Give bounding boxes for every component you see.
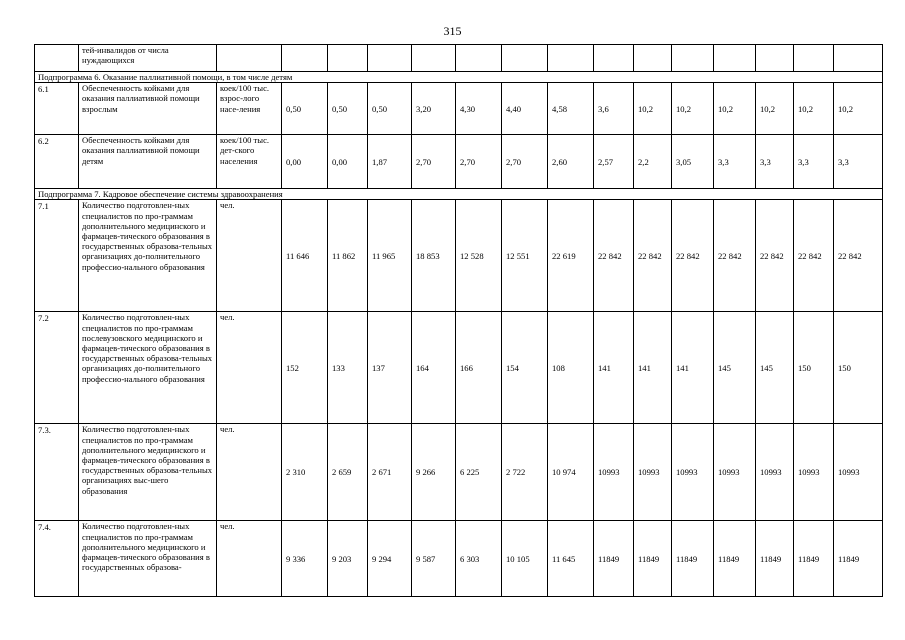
value-cell: 12 528 [456,200,502,312]
value-cell: 9 294 [368,521,412,597]
row-name: тей-инвалидов от числа нуждающихся [79,45,217,72]
value-cell: 145 [714,312,756,424]
value-cell: 141 [594,312,634,424]
value-cell: 152 [282,312,328,424]
value-cell: 3,3 [794,135,834,189]
value-cell: 137 [368,312,412,424]
value-cell: 141 [634,312,672,424]
row-number: 6.1 [35,83,79,135]
value-cell: 3,3 [714,135,756,189]
row-name: Количество подготовлен-ных специалистов по про-граммам дополнительного медицинского и фармацев-тического образования в государственных образова- [79,521,217,597]
section-title: Подпрограмма 6. Оказание паллиативной помощи, в том числе детям [35,72,883,83]
value-cell: 22 842 [756,200,794,312]
value-cell: 11 645 [548,521,594,597]
value-cell: 164 [412,312,456,424]
value-cell: 6 303 [456,521,502,597]
value-cell: 22 842 [594,200,634,312]
table-row [35,312,883,424]
page-number: 315 [443,24,462,38]
value-cell: 0,00 [282,135,328,189]
indicators-table [34,44,883,597]
value-cell: 2,70 [502,135,548,189]
value-cell: 4,58 [548,83,594,135]
row-name: Количество подготовлен-ных специалистов по про-граммам послевузовского медицинского и фармацев-тического образования в государственных образова-тельных организациях до-полнительного профессио-нального образования [79,312,217,424]
value-cell: 108 [548,312,594,424]
value-cell: 10993 [834,424,883,521]
value-cell: 0,50 [282,83,328,135]
value-cell: 2,57 [594,135,634,189]
value-cell: 18 853 [412,200,456,312]
value-cell: 10993 [714,424,756,521]
value-cell: 150 [834,312,883,424]
value-cell: 133 [328,312,368,424]
row-name: Обеспеченность койками для оказания паллиативной помощи детям [79,135,217,189]
section-header-row [35,189,883,200]
value-cell: 6 225 [456,424,502,521]
value-cell: 0,00 [328,135,368,189]
value-cell: 11849 [594,521,634,597]
value-cell: 10 105 [502,521,548,597]
value-cell: 9 203 [328,521,368,597]
value-cell: 4,30 [456,83,502,135]
value-cell: 11849 [794,521,834,597]
value-cell: 10,2 [634,83,672,135]
value-cell: 3,3 [834,135,883,189]
value-cell: 2,60 [548,135,594,189]
value-cell: 4,40 [502,83,548,135]
value-cell: 22 842 [634,200,672,312]
value-cell: 22 842 [794,200,834,312]
value-cell: 11 862 [328,200,368,312]
value-cell: 22 842 [714,200,756,312]
value-cell: 3,3 [756,135,794,189]
value-cell: 22 619 [548,200,594,312]
row-name: Количество подготовлен-ных специалистов по про-граммам дополнительного медицинского и фармацев-тического образования в государственных образова-тельных организациях выс-шего образования [79,424,217,521]
value-cell: 12 551 [502,200,548,312]
value-cell: 10,2 [672,83,714,135]
value-cell: 141 [672,312,714,424]
row-unit: чел. [217,200,282,312]
value-cell: 10993 [634,424,672,521]
table-row [35,424,883,521]
table-row [35,83,883,135]
value-cell: 0,50 [368,83,412,135]
value-cell: 10 974 [548,424,594,521]
value-cell: 22 842 [834,200,883,312]
table-row [35,135,883,189]
value-cell: 11849 [634,521,672,597]
value-cell: 2 310 [282,424,328,521]
continued-row [35,45,883,72]
value-cell: 2,2 [634,135,672,189]
value-cell: 2,70 [456,135,502,189]
value-cell: 10,2 [714,83,756,135]
value-cell: 1,87 [368,135,412,189]
row-number: 7.4. [35,521,79,597]
value-cell: 3,20 [412,83,456,135]
value-cell: 150 [794,312,834,424]
value-cell: 3,05 [672,135,714,189]
value-cell: 10993 [672,424,714,521]
value-cell: 10,2 [756,83,794,135]
value-cell: 3,6 [594,83,634,135]
row-unit: чел. [217,521,282,597]
table-row [35,200,883,312]
value-cell: 2,70 [412,135,456,189]
value-cell: 10993 [594,424,634,521]
value-cell: 2 659 [328,424,368,521]
table-row [35,521,883,597]
value-cell: 11849 [672,521,714,597]
value-cell: 11849 [714,521,756,597]
value-cell: 22 842 [672,200,714,312]
value-cell: 11849 [834,521,883,597]
row-number: 7.3. [35,424,79,521]
value-cell: 166 [456,312,502,424]
value-cell: 10,2 [834,83,883,135]
row-number: 7.1 [35,200,79,312]
value-cell: 11849 [756,521,794,597]
value-cell: 10993 [794,424,834,521]
value-cell: 145 [756,312,794,424]
value-cell: 9 266 [412,424,456,521]
row-unit: чел. [217,312,282,424]
section-title: Подпрограмма 7. Кадровое обеспечение системы здравоохранения [35,189,883,200]
row-name: Обеспеченность койками для оказания паллиативной помощи взрослым [79,83,217,135]
value-cell: 9 587 [412,521,456,597]
row-unit: коек/100 тыс. взрос-лого насе-ления [217,83,282,135]
value-cell: 11 646 [282,200,328,312]
row-number: 7.2 [35,312,79,424]
row-unit: коек/100 тыс. дет-ского населения [217,135,282,189]
row-unit: чел. [217,424,282,521]
row-name: Количество подготовлен-ных специалистов по про-граммам дополнительного медицинского и фармацев-тического образования в государственных образова-тельных организациях до-полнительного профессио-нального образования [79,200,217,312]
row-number: 6.2 [35,135,79,189]
value-cell: 11 965 [368,200,412,312]
section-header-row [35,72,883,83]
value-cell: 2 671 [368,424,412,521]
value-cell: 154 [502,312,548,424]
value-cell: 2 722 [502,424,548,521]
value-cell: 0,50 [328,83,368,135]
value-cell: 10993 [756,424,794,521]
value-cell: 10,2 [794,83,834,135]
value-cell: 9 336 [282,521,328,597]
